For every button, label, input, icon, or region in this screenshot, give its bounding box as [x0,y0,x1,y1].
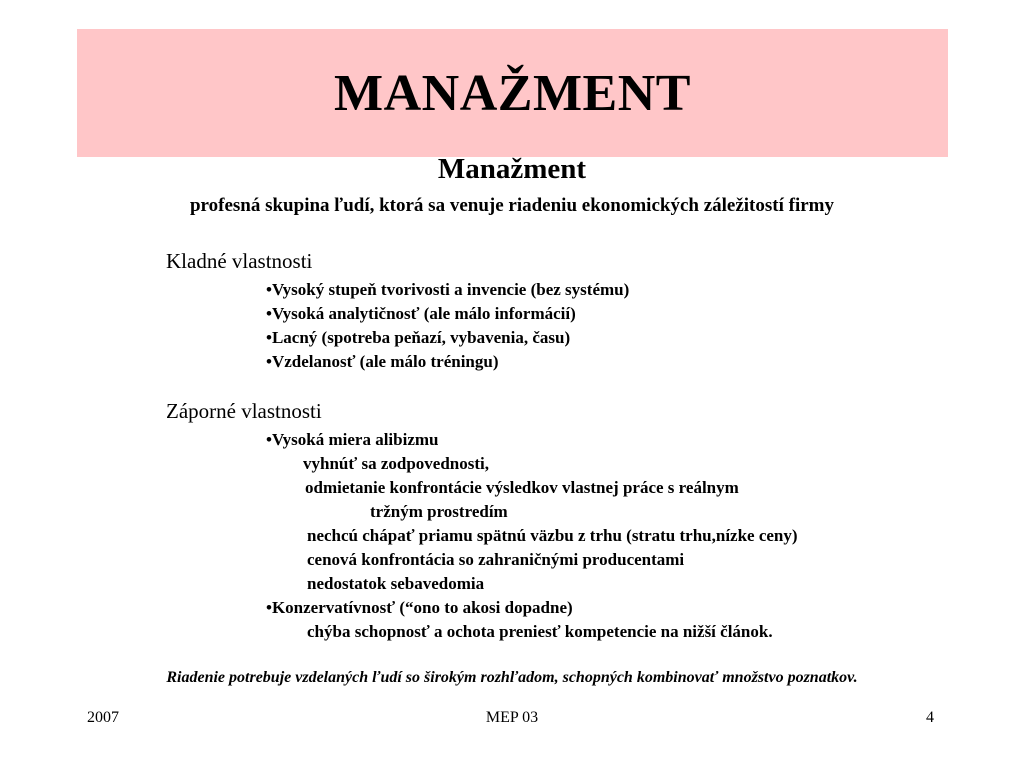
negative-line-6: cenová konfrontácia so zahraničnými producentami [307,550,685,569]
footer-year: 2007 [87,709,119,726]
positive-item-3: •Lacný (spotreba peňazí, vybavenia, času) [266,328,571,347]
negative-line-8: •Konzervatívnosť (“ono to akosi dopadne) [266,598,573,617]
negative-line-3: odmietanie konfrontácie výsledkov vlastnej práce s reálnym [305,478,739,497]
positive-heading: Kladné vlastnosti [166,249,313,273]
closing-statement: Riadenie potrebuje vzdelaných ľudí so širokým rozhľadom, schopných kombinovať množstvo poznatkov. [166,669,858,686]
negative-line-1: •Vysoká miera alibizmu [266,430,439,449]
footer-course: MEP 03 [485,709,539,726]
negative-line-2: vyhnúť sa zodpovednosti, [303,454,489,473]
slide-title: MANAŽMENT [334,64,691,122]
negative-heading: Záporné vlastnosti [166,399,322,423]
footer-page-number: 4 [926,709,934,726]
positive-item-2: •Vysoká analytičnosť (ale málo informácií) [266,304,576,323]
slide-subtitle: Manažment [437,153,587,185]
positive-item-1: •Vysoký stupeň tvorivosti a invencie (bez systému) [266,280,630,299]
negative-line-5: nechcú chápať priamu spätnú väzbu z trhu (stratu trhu,nízke ceny) [307,526,798,545]
title-banner [77,29,948,157]
definition-text: profesná skupina ľudí, ktorá sa venuje riadeniu ekonomických záležitostí firmy [189,195,835,216]
positive-item-4: •Vzdelanosť (ale málo tréningu) [266,352,499,371]
negative-line-4: tržným prostredím [370,502,508,521]
negative-line-7: nedostatok sebavedomia [307,574,485,593]
negative-line-9: chýba schopnosť a ochota preniesť kompetencie na nižší článok. [307,622,773,641]
